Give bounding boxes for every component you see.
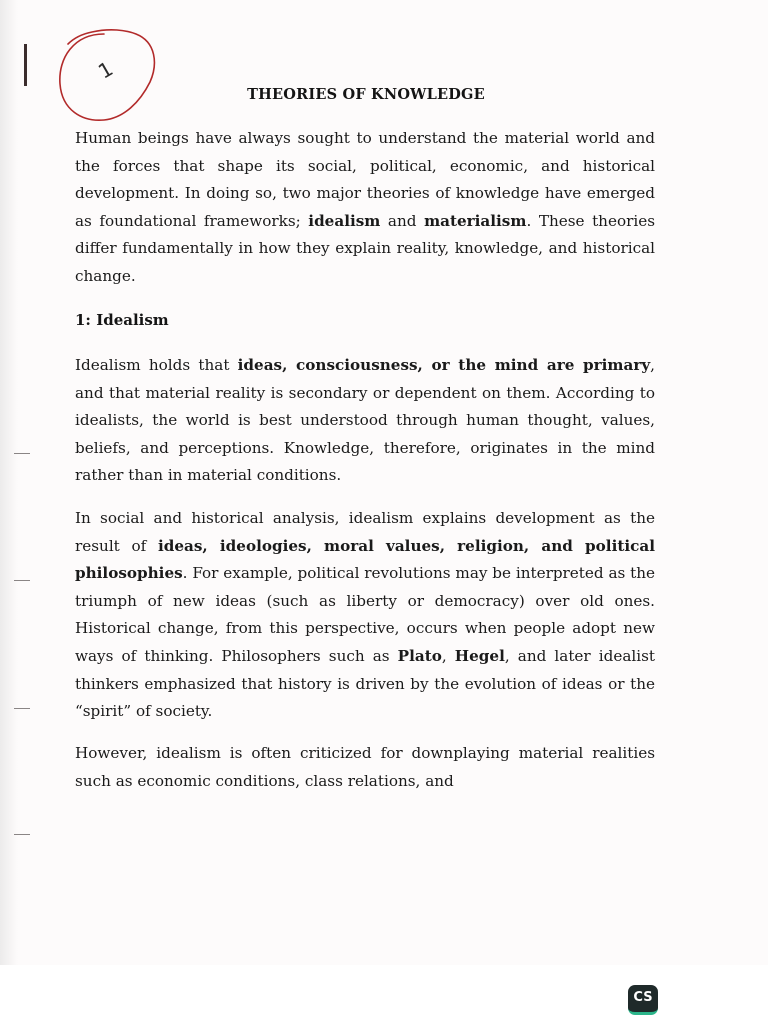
paragraph-text: In social and historical analysis, idealism explains development as the result of xyxy=(75,509,655,555)
term-materialism: materialism xyxy=(424,211,527,230)
name-hegel: Hegel xyxy=(454,646,505,665)
page-edge-shadow xyxy=(0,0,18,1024)
idealism-paragraph-2 xyxy=(75,505,655,726)
paragraph-text: , xyxy=(441,646,455,665)
idealism-paragraph-1 xyxy=(75,352,655,490)
margin-tick xyxy=(14,453,30,454)
margin-tick xyxy=(14,834,30,835)
margin-tick xyxy=(14,580,30,581)
handwritten-page-number-circle xyxy=(52,28,162,124)
intro-text: and xyxy=(380,211,425,230)
name-plato: Plato xyxy=(397,646,442,665)
intro-text: . These theories differ fundamentally in how they explain reality, knowledge, and historical change. xyxy=(75,211,655,285)
emphasis-text: ideas, ideologies, moral values, religion, and political philosophies xyxy=(75,536,655,583)
paragraph-text: However, idealism is often criticized for downplaying material realities such as economic conditions, class relations, and xyxy=(75,744,655,790)
page-number-digit: 1 xyxy=(94,56,118,84)
intro-text: Human beings have always sought to understand the material world and the forces that shape its social, political, economic, and historical development. In doing so, two major theories of knowledge have emerged as foundational frameworks; xyxy=(75,129,655,230)
page-title: THEORIES OF KNOWLEDGE xyxy=(247,86,485,103)
camscanner-logo-icon: CS xyxy=(628,985,658,1015)
section-heading: 1: Idealism xyxy=(75,311,169,329)
margin-mark xyxy=(24,44,27,86)
idealism-paragraph-3 xyxy=(75,740,655,795)
emphasis-text: ideas, consciousness, or the mind are primary xyxy=(237,356,651,374)
paragraph-text: . For example, political revolutions may be interpreted as the triumph of new ideas (such as liberty or democracy) over old ones. Historical change, from this perspective, occurs when people adopt new ways of thinking. Philosophers such as xyxy=(75,564,655,665)
paragraph-text: Idealism holds that xyxy=(75,356,238,374)
paragraph-text: , and later idealist thinkers emphasized that history is driven by the evolution of ideas or the “spirit” of society. xyxy=(75,646,655,721)
margin-tick xyxy=(14,708,30,709)
paragraph-text: , and that material reality is secondary or dependent on them. According to idealists, the world is best understood through human thought, values, beliefs, and perceptions. Knowledge, therefore, originates in the mind rather than in material conditions. xyxy=(75,356,655,485)
term-idealism: idealism xyxy=(308,211,381,230)
intro-paragraph xyxy=(75,125,655,291)
